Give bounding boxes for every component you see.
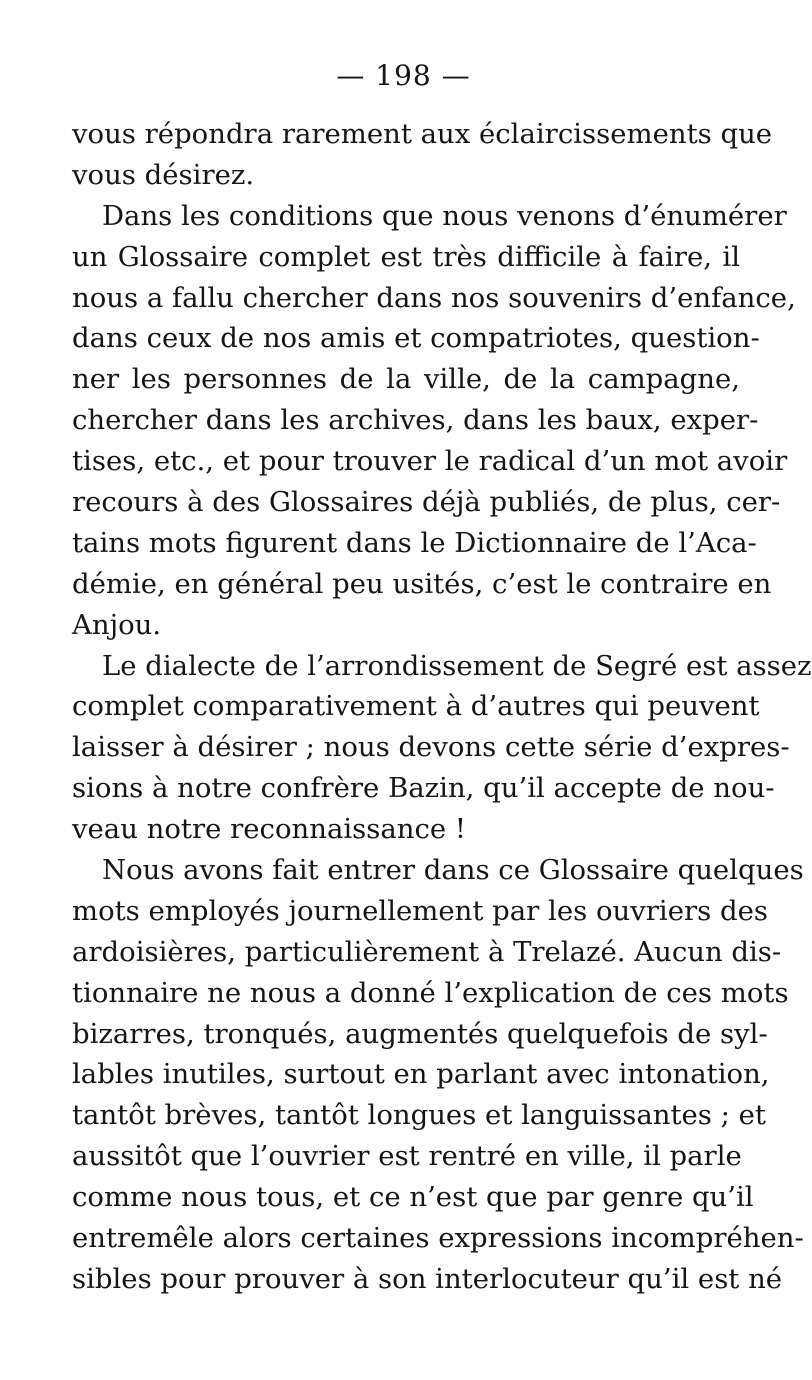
paragraph (72, 646, 812, 850)
text-line: Anjou. (72, 608, 162, 641)
text-line: tains mots figurent dans le Dictionnaire de l’Aca- (72, 526, 757, 559)
text-line: aussitôt que l’ouvrier est rentré en ville, il parle (72, 1140, 742, 1173)
text-line: sions à notre confrère Bazin, qu’il accepte de nou- (72, 772, 775, 805)
text-line: un Glossaire complet est très difficile à faire, il (72, 240, 740, 273)
text-line: chercher dans les archives, dans les baux, exper- (72, 404, 759, 437)
text-line: mots employés journellement par les ouvriers des (72, 894, 768, 927)
page-number: — 198 — (336, 59, 471, 92)
text-line: sibles pour prouver à son interlocuteur qu’il est né (72, 1262, 783, 1295)
text-line: ner les personnes de la ville, de la campagne, (72, 363, 740, 396)
text-line: complet comparativement à d’autres qui peuvent (72, 690, 760, 723)
text-line: vous désirez. (72, 158, 255, 191)
text-line: ardoisières, particulièrement à Trelazé. Aucun dis- (72, 935, 782, 968)
paragraph (72, 850, 804, 1300)
text-line: Dans les conditions que nous venons d’énumérer (102, 199, 787, 232)
text-line: entremêle alors certaines expressions incompréhen- (72, 1222, 804, 1255)
text-line: veau notre reconnaissance ! (72, 813, 466, 846)
text-line: vous répondra rarement aux éclaircissements que (72, 118, 773, 150)
paragraph (72, 114, 773, 196)
text-line: recours à des Glossaires déjà publiés, de plus, cer- (72, 486, 781, 519)
text-line: Le dialecte de l’arrondissement de Segré est assez (102, 649, 812, 682)
text-line: comme nous tous, et ce n’est que par genre qu’il (72, 1181, 754, 1214)
text-line: tises, etc., et pour trouver le radical d’un mot avoir (72, 445, 788, 478)
text-line: laisser à désirer ; nous devons cette série d’expres- (72, 731, 790, 764)
text-line: démie, en général peu usités, c’est le contraire en (72, 567, 772, 600)
text-line: tantôt brèves, tantôt longues et languissantes ; et (72, 1099, 766, 1132)
text-line: tionnaire ne nous a donné l’explication de ces mots (72, 976, 789, 1009)
text-line: Nous avons fait entrer dans ce Glossaire quelques (102, 854, 804, 887)
text-line: lables inutiles, surtout en parlant avec intonation, (72, 1058, 770, 1091)
paragraph (72, 196, 796, 646)
text-line: dans ceux de nos amis et compatriotes, question- (72, 322, 760, 355)
text-line: nous a fallu chercher dans nos souvenirs d’enfance, (72, 281, 796, 314)
text-line: bizarres, tronqués, augmentés quelquefois de syl- (72, 1017, 768, 1050)
body-text (72, 114, 812, 1300)
